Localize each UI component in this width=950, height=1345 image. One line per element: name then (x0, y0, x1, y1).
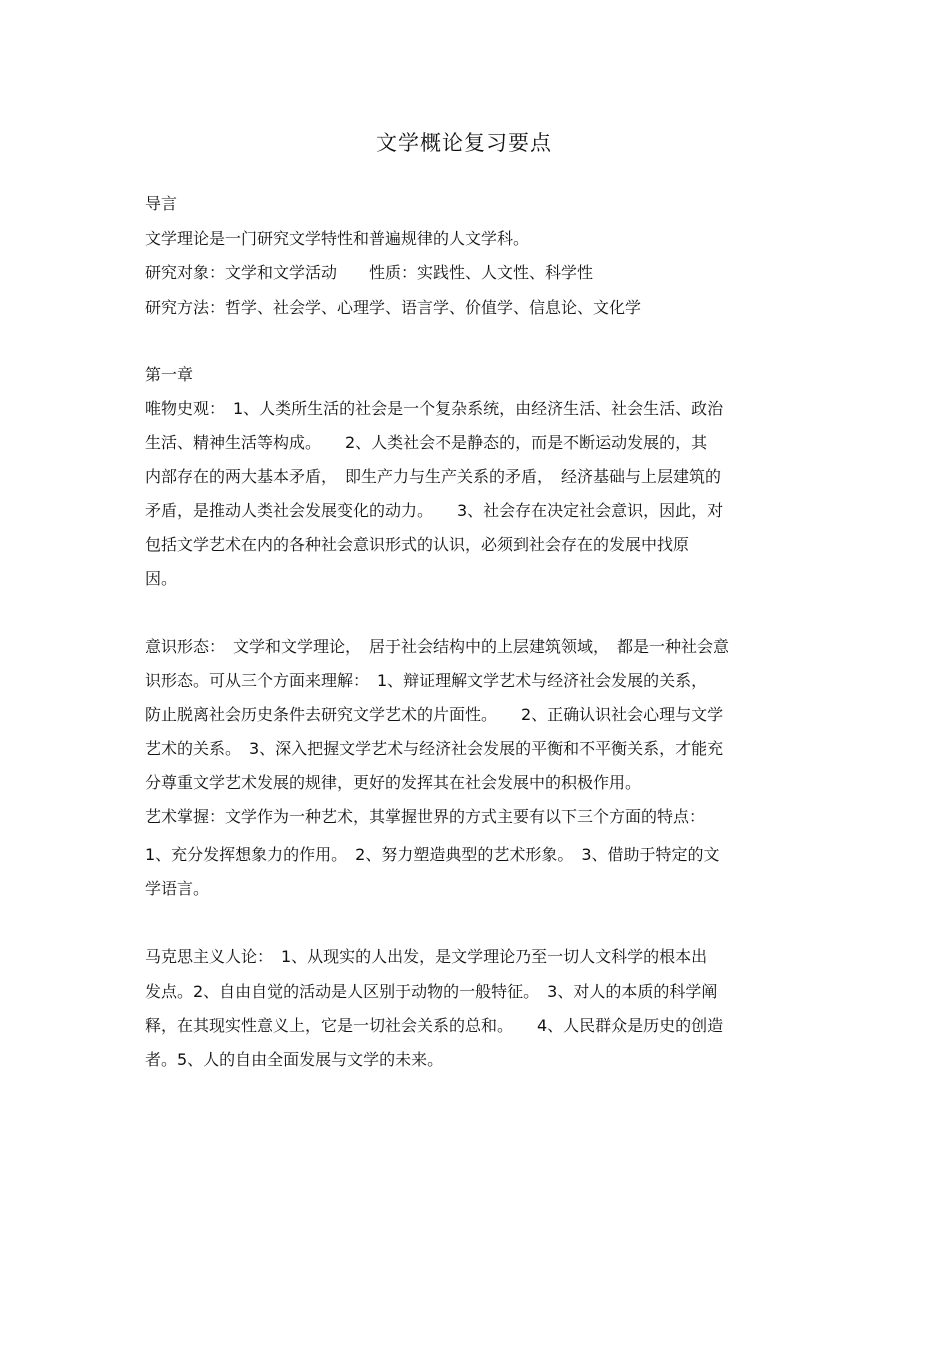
document-title: 文学概论复习要点 (376, 131, 552, 155)
marxist-human-line: 释，在其现实性意义上，它是一切社会关系的总和。 4、人民群众是历史的创造 (145, 1016, 724, 1035)
ideology-line: 意识形态： 文学和文学理论， 居于社会结构中的上层建筑领域， 都是一种社会意 (145, 637, 730, 656)
marxist-human-line: 者。5、人的自由全面发展与文学的未来。 (145, 1050, 444, 1069)
ideology-line: 识形态。可从三个方面来理解： 1、辩证理解文学艺术与经济社会发展的关系， (145, 671, 708, 690)
historical-materialism-line: 内部存在的两大基本矛盾， 即生产力与生产关系的矛盾， 经济基础与上层建筑的 (145, 467, 722, 486)
intro-line: 研究对象：文学和文学活动 性质：实践性、人文性、科学性 (145, 263, 594, 282)
marxist-human-line: 马克思主义人论： 1、从现实的人出发，是文学理论乃至一切人文科学的根本出 (145, 947, 708, 966)
intro-line: 文学理论是一门研究文学特性和普遍规律的人文学科。 (145, 229, 530, 248)
ideology-line: 艺术的关系。 3、深入把握文学艺术与经济社会发展的平衡和不平衡关系，才能充 (145, 739, 724, 758)
historical-materialism-line: 包括文学艺术在内的各种社会意识形式的认识，必须到社会存在的发展中找原 (145, 535, 690, 554)
art-mastery-line: 艺术掌握：文学作为一种艺术，其掌握世界的方式主要有以下三个方面的特点： (145, 807, 706, 826)
marxist-human-line: 发点。2、自由自觉的活动是人区别于动物的一般特征。 3、对人的本质的科学阐 (145, 982, 718, 1001)
ideology-line: 防止脱离社会历史条件去研究文学艺术的片面性。 2、正确认识社会心理与文学 (145, 705, 724, 724)
intro-heading: 导言 (145, 194, 178, 213)
historical-materialism-line: 矛盾，是推动人类社会发展变化的动力。 3、社会存在决定社会意识，因此，对 (145, 501, 724, 520)
chapter-heading: 第一章 (145, 365, 194, 384)
historical-materialism-line: 因。 (145, 569, 178, 588)
historical-materialism-line: 唯物史观： 1、人类所生活的社会是一个复杂系统，由经济生活、社会生活、政治 (145, 399, 724, 418)
historical-materialism-line: 生活、精神生活等构成。 2、人类社会不是静态的，而是不断运动发展的，其 (145, 433, 708, 452)
ideology-line: 分尊重文学艺术发展的规律，更好的发挥其在社会发展中的积极作用。 (145, 773, 642, 792)
art-mastery-line: 1、充分发挥想象力的作用。 2、努力塑造典型的艺术形象。 3、借助于特定的文 (145, 845, 720, 864)
art-mastery-line: 学语言。 (145, 879, 210, 898)
intro-line: 研究方法：哲学、社会学、心理学、语言学、价值学、信息论、文化学 (145, 298, 642, 317)
